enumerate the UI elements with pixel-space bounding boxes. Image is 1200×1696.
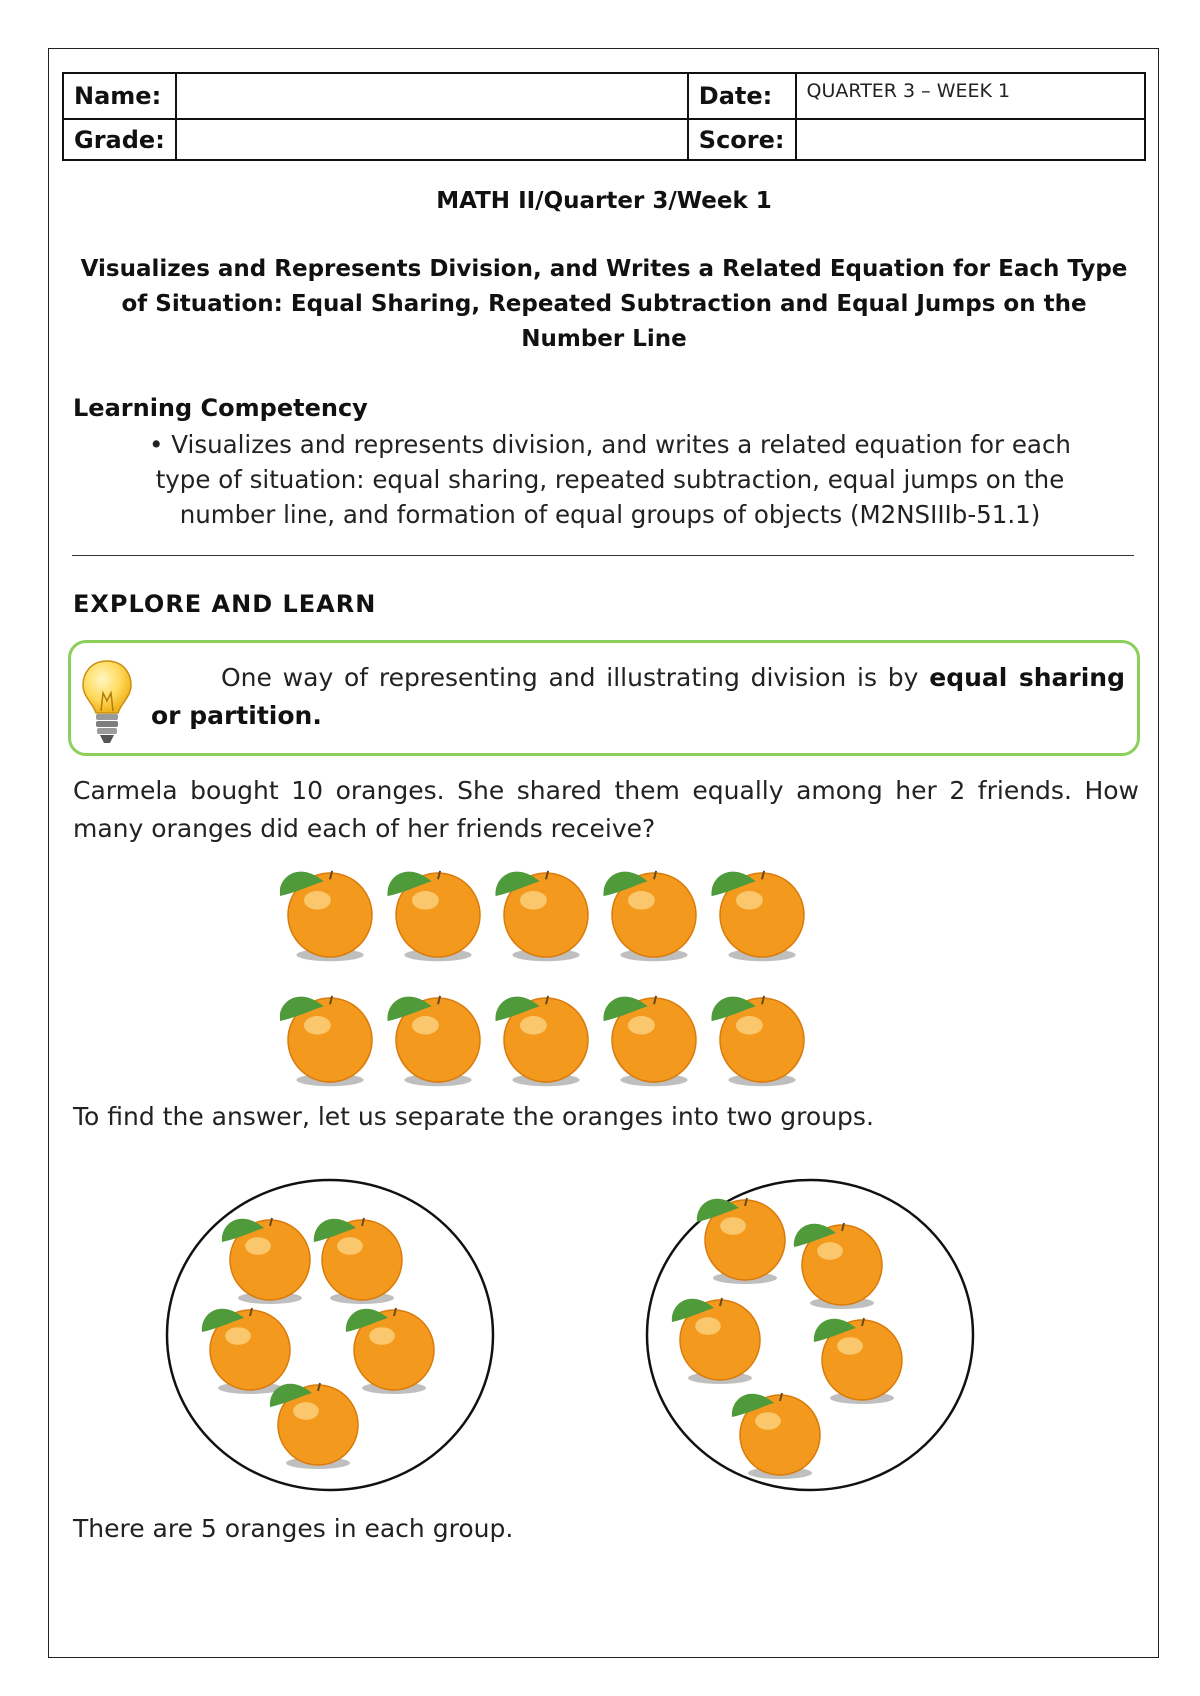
orange-icon [814, 1318, 902, 1404]
separate-text: To find the answer, let us separate the oranges into two groups. [73, 1102, 874, 1131]
learning-competency-text [80, 427, 1140, 532]
grade-label: Grade: [63, 119, 176, 160]
orange-icon [672, 1298, 760, 1384]
orange-icon [202, 1308, 290, 1394]
orange-icon [387, 996, 480, 1086]
subject-line: MATH II/Quarter 3/Week 1 [436, 188, 772, 214]
orange-icon [280, 996, 372, 1086]
competency-line: number line, and formation of equal groups of objects (M2NSIIIb-51.1) [179, 500, 1041, 529]
orange-icon [314, 1218, 402, 1304]
orange-icon [387, 871, 480, 961]
orange-icon [270, 1383, 358, 1469]
score-field[interactable] [796, 119, 1145, 160]
orange-icon [711, 871, 804, 961]
orange-groups [150, 1175, 1050, 1495]
quarter-week-value: QUARTER 3 – WEEK 1 [796, 73, 1145, 119]
name-field[interactable] [176, 73, 688, 119]
grade-field[interactable] [176, 119, 688, 160]
lightbulb-icon [79, 657, 135, 747]
orange-icon [222, 1218, 310, 1304]
orange-icon [711, 996, 804, 1086]
student-info-table [62, 72, 1146, 161]
orange-icon [732, 1393, 820, 1479]
callout-plain: One way of representing and illustrating division is by [221, 663, 930, 692]
learning-competency-title: Learning Competency [73, 394, 368, 422]
orange-icon [697, 1198, 785, 1284]
lesson-title [62, 252, 1146, 357]
lesson-title-line: of Situation: Equal Sharing, Repeated Subtraction and Equal Jumps on the [121, 291, 1087, 317]
orange-icon [794, 1223, 882, 1309]
lesson-title-line: Number Line [521, 326, 687, 352]
oranges-row-grid [280, 855, 840, 1095]
callout-emphasis: equal sharing or partition. [151, 663, 1125, 730]
callout-text [151, 659, 1125, 735]
competency-line: type of situation: equal sharing, repeated subtraction, equal jumps on the [155, 465, 1065, 494]
orange-icon [603, 871, 696, 961]
explore-title: EXPLORE AND LEARN [73, 590, 377, 618]
tip-callout [68, 640, 1140, 756]
competency-line: • Visualizes and represents division, and writes a related equation for each [149, 430, 1071, 459]
name-label: Name: [63, 73, 176, 119]
divider-line [72, 555, 1134, 556]
orange-icon [495, 996, 588, 1086]
orange-icon [495, 871, 588, 961]
problem-text: Carmela bought 10 oranges. She shared them equally among her 2 friends. How many oranges did each of her friends receive? [73, 776, 1139, 843]
score-label: Score: [688, 119, 796, 160]
orange-icon [280, 871, 372, 961]
result-text: There are 5 oranges in each group. [73, 1514, 514, 1543]
orange-icon [346, 1308, 434, 1394]
orange-icon [603, 996, 696, 1086]
date-label: Date: [688, 73, 796, 119]
lesson-title-line: Visualizes and Represents Division, and Writes a Related Equation for Each Type [80, 256, 1128, 282]
